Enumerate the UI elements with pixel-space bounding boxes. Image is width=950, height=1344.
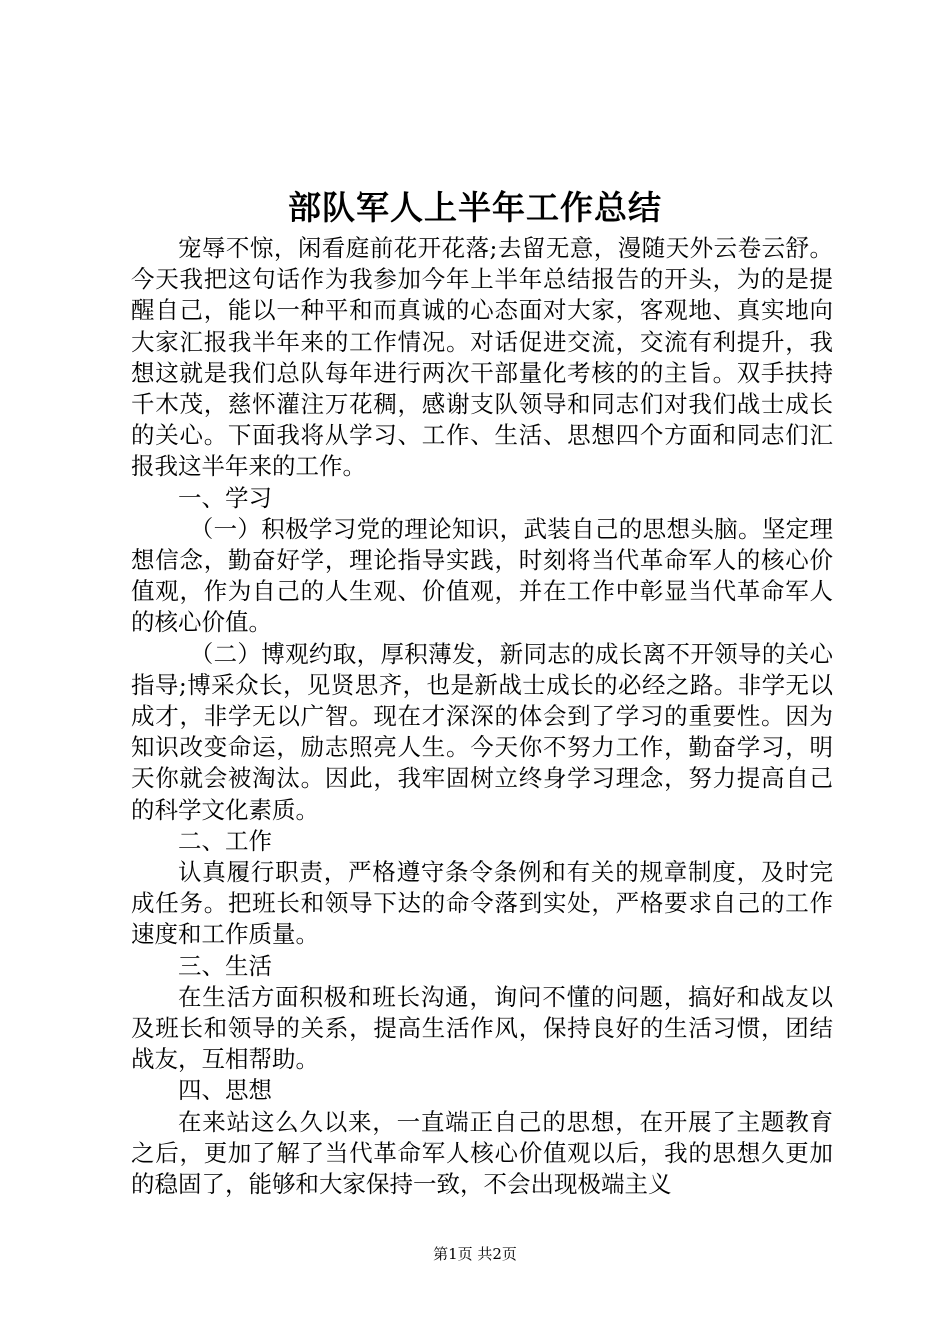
study-paragraph-1: （一）积极学习党的理论知识，武装自己的思想头脑。坚定理想信念，勤奋好学，理论指导实践，时刻将当代革命军人的核心价值观，作为自己的人生观、价值观，并在工作中彰显当代革命军人的核心价值。	[131, 514, 833, 637]
document-body	[131, 233, 833, 1200]
page-footer: 第1页 共2页	[433, 1245, 517, 1263]
section-heading-life: 三、生活	[178, 951, 272, 980]
section-heading-study: 一、学习	[178, 483, 272, 512]
document-title: 部队军人上半年工作总结	[288, 188, 662, 227]
work-paragraph: 认真履行职责，严格遵守条令条例和有关的规章制度，及时完成任务。把班长和领导下达的命令落到实处，严格要求自己的工作速度和工作质量。	[131, 858, 833, 949]
intro-paragraph: 宠辱不惊，闲看庭前花开花落;去留无意，漫随天外云卷云舒。今天我把这句话作为我参加今年上半年总结报告的开头，为的是提醒自己，能以一种平和而真诚的心态面对大家，客观地、真实地向大家汇报我半年来的工作情况。对话促进交流，交流有利提升，我想这就是我们总队每年进行两次干部量化考核的的主旨。双手扶持千木茂，慈怀灌注万花稠，感谢支队领导和同志们对我们战士成长的关心。下面我将从学习、工作、生活、思想四个方面和同志们汇报我这半年来的工作。	[131, 234, 833, 481]
study-paragraph-2: （二）博观约取，厚积薄发，新同志的成长离不开领导的关心指导;博采众长，见贤思齐，也是新战士成长的必经之路。非学无以成才，非学无以广智。现在才深深的体会到了学习的重要性。因为知识改变命运，励志照亮人生。今天你不努力工作，勤奋学习，明天你就会被淘汰。因此，我牢固树立终身学习理念，努力提高自己的科学文化素质。	[131, 639, 833, 824]
section-heading-work: 二、工作	[178, 826, 272, 855]
life-paragraph: 在生活方面积极和班长沟通，询问不懂的问题，搞好和战友以及班长和领导的关系，提高生活作风，保持良好的生活习惯，团结战友，互相帮助。	[131, 982, 833, 1074]
section-heading-thought: 四、思想	[178, 1076, 272, 1105]
thought-paragraph: 在来站这么久以来，一直端正自己的思想，在开展了主题教育之后，更加了解了当代革命军人核心价值观以后，我的思想久更加的稳固了，能够和大家保持一致，不会出现极端主义	[131, 1107, 833, 1199]
